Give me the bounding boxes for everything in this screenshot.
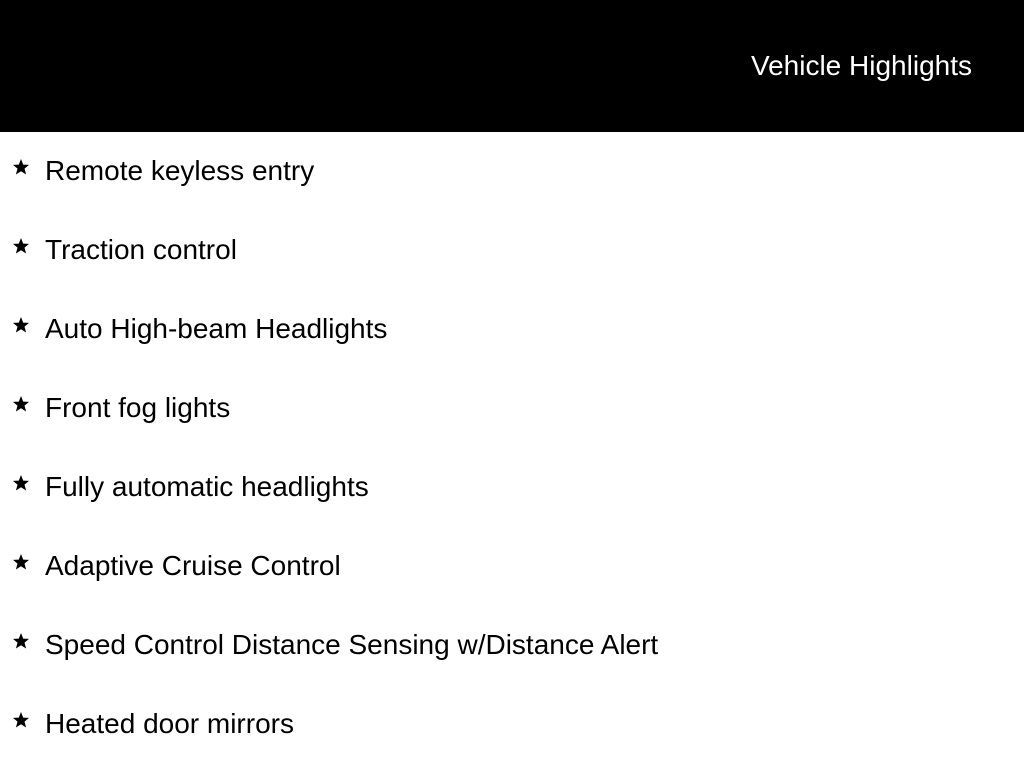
star-icon bbox=[11, 552, 31, 572]
star-icon bbox=[11, 157, 31, 177]
star-icon bbox=[11, 473, 31, 493]
feature-list-item bbox=[0, 132, 1024, 211]
header-banner bbox=[0, 0, 1024, 132]
star-icon bbox=[11, 236, 31, 256]
feature-label: Front fog lights bbox=[45, 392, 231, 423]
star-icon bbox=[11, 394, 31, 414]
page-title: Vehicle Highlights bbox=[750, 50, 972, 81]
feature-label: Heated door mirrors bbox=[45, 708, 294, 739]
feature-list-item bbox=[0, 448, 1024, 527]
feature-list-item bbox=[0, 369, 1024, 448]
feature-label: Auto High-beam Headlights bbox=[45, 313, 388, 344]
feature-list bbox=[0, 132, 1024, 764]
feature-label: Remote keyless entry bbox=[45, 155, 315, 186]
feature-list-item bbox=[0, 685, 1024, 764]
feature-label: Fully automatic headlights bbox=[45, 471, 369, 502]
star-icon bbox=[11, 315, 31, 335]
star-icon bbox=[11, 631, 31, 651]
feature-label: Traction control bbox=[45, 234, 237, 265]
feature-list-item bbox=[0, 606, 1024, 685]
feature-list-item bbox=[0, 211, 1024, 290]
star-icon bbox=[11, 710, 31, 730]
feature-label: Speed Control Distance Sensing w/Distance Alert bbox=[45, 629, 659, 660]
feature-list-item bbox=[0, 290, 1024, 369]
feature-label: Adaptive Cruise Control bbox=[45, 550, 341, 581]
feature-list-item bbox=[0, 527, 1024, 606]
